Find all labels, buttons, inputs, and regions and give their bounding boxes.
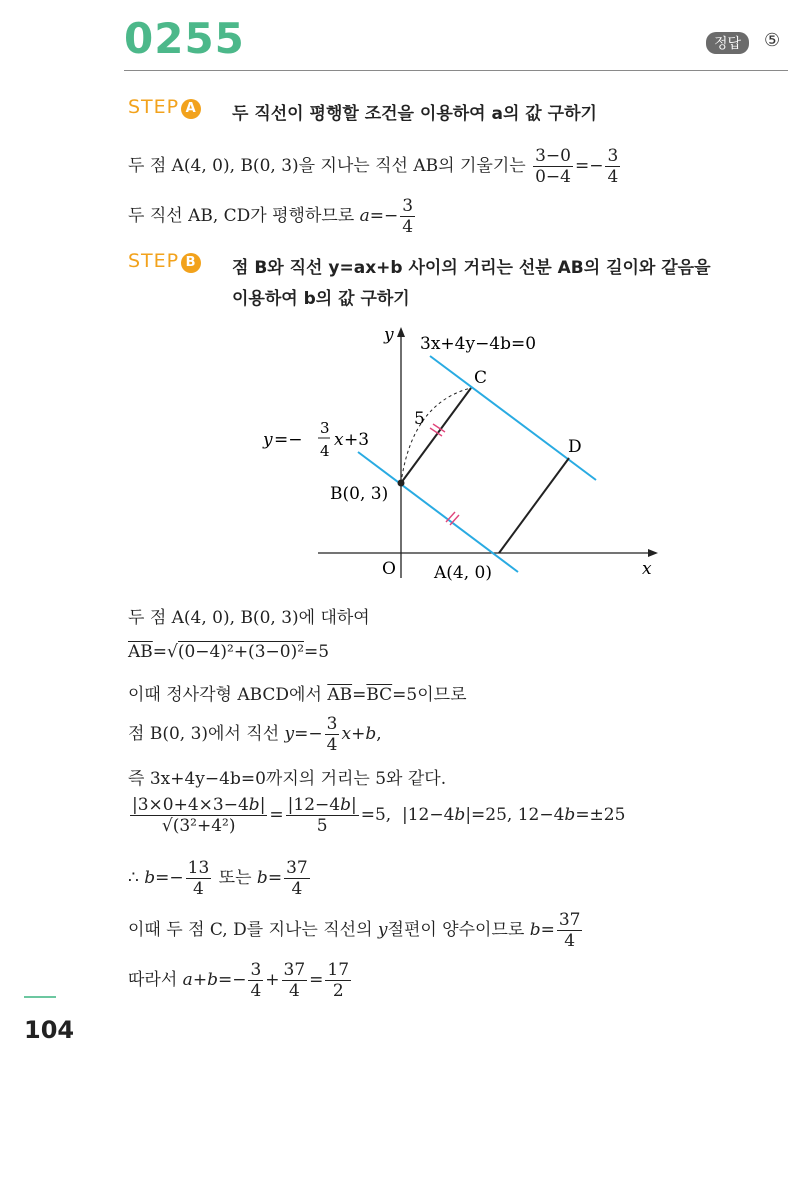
header-divider <box>124 70 788 71</box>
svg-text:=−: =− <box>274 430 303 450</box>
axis-x-label: x <box>642 559 652 579</box>
step-b-word: STEP <box>128 250 180 272</box>
solution-line-4: 점 B(0, 3)에서 직선 y=− $\frac{3}{4}$ x+b, <box>128 714 382 755</box>
solution-line-9: 따라서 a+b=− $\frac{3}{4}$ + $\frac{37}{4}$ = $\frac{17}{2}$ <box>128 960 350 1001</box>
solution-line-1: 두 점 A(4, 0), B(0, 3)에 대하여 <box>128 608 370 628</box>
step-a-letter: A <box>181 99 201 119</box>
solution-line-3: 이때 정사각형 ABCD에서 $\overline{AB}=\overline{BC}=5$이므로 <box>128 685 467 705</box>
answer-badge: 정답 <box>706 32 749 54</box>
page-number: 104 <box>24 1016 75 1044</box>
step-b-title-2: 이용하여 b의 값 구하기 <box>232 289 410 309</box>
step-a-line2: 두 직선 AB, CD가 평행하므로 a=− $\frac{3}{4}$ <box>128 196 414 237</box>
solution-line-2: $\overline{AB}=√(0-4)^2+(3-0)^2=5$ <box>128 642 330 662</box>
segment-bc <box>401 388 471 483</box>
axis-y-label: y <box>384 325 394 345</box>
step-a-title: 두 직선이 평행할 조건을 이용하여 a의 값 구하기 <box>232 104 597 124</box>
step-a-label <box>128 96 201 119</box>
length-label: 5 <box>414 409 425 429</box>
svg-text:4: 4 <box>320 442 330 460</box>
step-b-label <box>128 250 201 273</box>
svg-text:3: 3 <box>320 419 330 437</box>
segment-ad <box>499 458 569 553</box>
step-b-title-1: 점 B와 직선 y=ax+b 사이의 거리는 선분 AB의 길이와 같음을 <box>232 258 711 278</box>
lower-line-label <box>262 419 369 460</box>
answer-choice: ⑤ <box>764 30 781 51</box>
origin-label: O <box>382 559 396 579</box>
solution-line-7: ∴ b=− $\frac{13}{4}$ 또는 b= $\frac{37}{4}$ <box>128 858 308 899</box>
point-b-dot <box>398 480 405 487</box>
upper-line-label: 3x+4y−4b=0 <box>420 334 537 354</box>
line-cd <box>430 356 596 480</box>
solution-line-5: 즉 3x+4y−4b=0까지의 거리는 5와 같다. <box>128 769 447 789</box>
svg-text:+3: +3 <box>344 430 370 450</box>
page-number-mark <box>24 996 56 998</box>
step-b-letter: B <box>181 253 201 273</box>
step-a-word: STEP <box>128 96 180 118</box>
point-c-label: C <box>474 368 488 388</box>
svg-text:x: x <box>334 430 344 450</box>
step-a-line1: 두 점 A(4, 0), B(0, 3)을 지나는 직선 AB의 기울기는 $\frac{3-0}{0-4}$ =− $\frac{3}{4}$ <box>128 146 619 187</box>
point-a-label: A(4, 0) <box>434 563 492 583</box>
x-axis-arrow <box>648 549 658 557</box>
solution-line-8: 이때 두 점 C, D를 지나는 직선의 y절편이 양수이므로 b= $\frac{37}{4}$ <box>128 910 581 951</box>
line-ab <box>358 452 518 572</box>
problem-number: 0255 <box>124 14 245 63</box>
y-axis-arrow <box>397 327 405 337</box>
coordinate-figure <box>250 318 670 590</box>
svg-text:y: y <box>263 430 273 450</box>
point-d-label: D <box>568 437 582 457</box>
solution-line-6: $\frac{|3\times 0+4\times 3-4b|}{\text{√(3²+4²)}}$ = $\frac{|12-4b|}{5}$ =5, |12−4b|=25, 12−4b=±25 <box>132 795 626 836</box>
point-b-label: B(0, 3) <box>330 484 389 504</box>
